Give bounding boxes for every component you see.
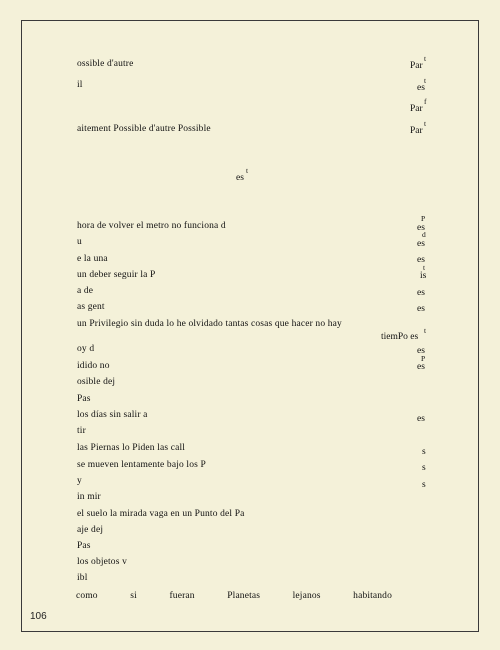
right-fragment: es: [417, 223, 425, 233]
right-fragment-superscript: P: [421, 354, 426, 363]
right-fragment: is: [420, 271, 427, 281]
right-fragment-superscript: t: [423, 263, 426, 272]
right-fragment: es: [417, 414, 425, 424]
poem-line: oy d: [77, 344, 95, 354]
word: si: [130, 591, 137, 601]
right-fragment-superscript: t: [424, 54, 427, 63]
poem-line: los días sin salir a: [77, 410, 148, 420]
right-fragment: es: [417, 346, 425, 356]
right-fragment: es: [417, 239, 425, 249]
poem-line: las Piernas lo Piden las call: [77, 443, 186, 453]
poem-line: Pas: [77, 394, 91, 404]
poem-line-spaced: [76, 592, 392, 602]
word: Planetas: [227, 591, 261, 601]
right-fragment-superscript: f: [424, 97, 427, 106]
poem-line: el suelo la mirada vaga en un Punto del Pa: [77, 509, 245, 519]
center-fragment: es: [236, 173, 244, 183]
poem-line: y: [77, 476, 82, 486]
poem-line: Pas: [77, 541, 91, 551]
poem-line: un Privilegio sin duda lo he olvidado tantas cosas que hacer no hay: [77, 319, 342, 329]
poem-line: e la una: [77, 254, 108, 264]
poem-line: los objetos v: [77, 557, 127, 567]
poem-line: osible dej: [77, 377, 116, 387]
poem-line: a de: [77, 286, 94, 296]
word: fueran: [169, 591, 195, 601]
right-fragment: Par: [410, 126, 423, 136]
right-fragment: Par: [410, 104, 423, 114]
poem-line: aitement Possible d'autre Possible: [77, 124, 211, 134]
right-fragment: es: [417, 362, 425, 372]
poem-line: ossible d'autre: [77, 59, 134, 69]
right-fragment: es: [417, 83, 425, 93]
poem-line: aje dej: [77, 525, 104, 535]
poem-line: hora de volver el metro no funciona d: [77, 221, 226, 231]
poem-line: u: [77, 237, 82, 247]
word: habitando: [353, 591, 392, 601]
poem-line: tir: [77, 426, 86, 436]
right-fragment: s: [422, 447, 426, 457]
poem-line: in mir: [77, 492, 101, 502]
word: lejanos: [292, 591, 321, 601]
word: como: [76, 591, 98, 601]
right-fragment: es: [417, 288, 425, 298]
poem-line: un deber seguir la P: [77, 270, 156, 280]
right-fragment: s: [422, 480, 426, 490]
right-fragment-superscript: P: [421, 214, 426, 223]
poem-line: se mueven lentamente bajo los P: [77, 460, 206, 470]
poem-line: idido no: [77, 361, 110, 371]
right-fragment-superscript: t: [424, 326, 427, 335]
right-fragment-superscript: d: [422, 230, 426, 239]
right-fragment-superscript: t: [424, 76, 427, 85]
page-number: 106: [30, 611, 47, 622]
center-fragment-superscript: t: [246, 166, 249, 175]
right-fragment: tiemPo es: [381, 332, 419, 342]
right-fragment: Par: [410, 61, 423, 71]
right-fragment: s: [422, 463, 426, 473]
poem-line: ibl: [77, 573, 88, 583]
poem-line: il: [77, 80, 83, 90]
right-fragment: es: [417, 304, 425, 314]
right-fragment-superscript: t: [424, 119, 427, 128]
poem-line: as gent: [77, 302, 105, 312]
right-fragment: es: [417, 255, 425, 265]
